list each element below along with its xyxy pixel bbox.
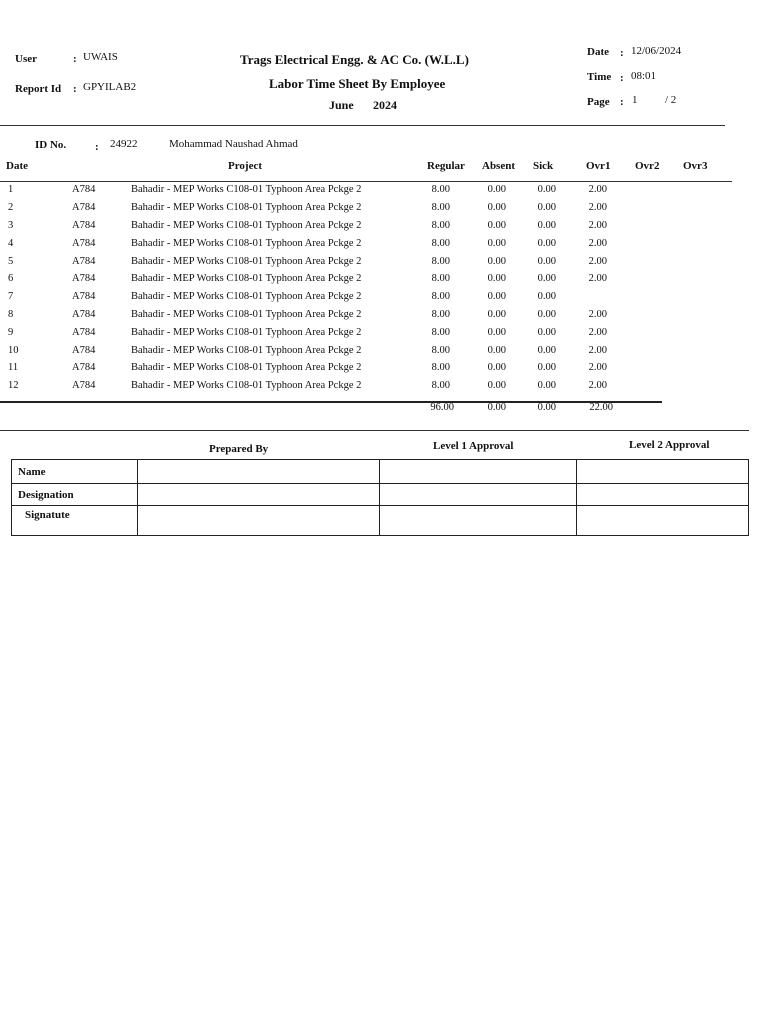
row-absent: 0.00 (487, 362, 506, 373)
row-regular: 8.00 (431, 202, 450, 213)
row-absent: 0.00 (487, 202, 506, 213)
level2-signature-cell (577, 506, 749, 536)
page-current: 1 (632, 94, 638, 106)
level1-designation-cell (379, 484, 577, 506)
row-ovr1: 2.00 (588, 273, 607, 284)
table-row (0, 202, 768, 220)
table-row (0, 380, 768, 398)
row-regular: 8.00 (431, 256, 450, 267)
report-id-separator: : (73, 83, 77, 95)
row-sick: 0.00 (537, 256, 556, 267)
row-date: 7 (8, 291, 14, 302)
id-value: 24922 (110, 138, 138, 150)
row-regular: 8.00 (431, 273, 450, 284)
prepared-by-signature-cell (137, 506, 379, 536)
total-ovr1: 22.00 (589, 402, 613, 413)
row-date: 3 (8, 220, 14, 231)
row-date: 5 (8, 256, 14, 267)
section-divider (0, 430, 749, 431)
col-date: Date (6, 160, 28, 172)
level2-designation-cell (577, 484, 749, 506)
row-sick: 0.00 (537, 327, 556, 338)
row-regular: 8.00 (431, 345, 450, 356)
page-separator: : (620, 96, 624, 108)
col-ovr2: Ovr2 (635, 160, 660, 172)
table-row (0, 345, 768, 363)
user-value: UWAIS (83, 51, 118, 63)
date-separator: : (620, 47, 624, 59)
table-row (0, 238, 768, 256)
row-project: Bahadir - MEP Works C108-01 Typhoon Area Pckge 2 (131, 273, 362, 284)
row-absent: 0.00 (487, 238, 506, 249)
row-sick: 0.00 (537, 202, 556, 213)
row-ovr1: 2.00 (588, 220, 607, 231)
row-sick: 0.00 (537, 309, 556, 320)
row-project-code: A784 (72, 273, 96, 284)
row-project: Bahadir - MEP Works C108-01 Typhoon Area Pckge 2 (131, 327, 362, 338)
table-row (0, 309, 768, 327)
report-month: June (329, 98, 354, 112)
report-year: 2024 (373, 98, 397, 112)
row-regular: 8.00 (431, 362, 450, 373)
col-regular: Regular (427, 160, 465, 172)
user-separator: : (73, 53, 77, 65)
page-total: / 2 (665, 94, 677, 106)
time-label: Time (587, 71, 612, 83)
table-row (0, 256, 768, 274)
row-absent: 0.00 (487, 309, 506, 320)
total-absent: 0.00 (487, 402, 506, 413)
row-absent: 0.00 (487, 256, 506, 267)
row-project-code: A784 (72, 309, 96, 320)
row-project: Bahadir - MEP Works C108-01 Typhoon Area Pckge 2 (131, 380, 362, 391)
table-row (0, 184, 768, 202)
date-label: Date (587, 46, 609, 58)
table-row (0, 327, 768, 345)
row-date: 1 (8, 184, 14, 195)
col-absent: Absent (482, 160, 516, 172)
row-absent: 0.00 (487, 220, 506, 231)
table-row (0, 291, 768, 309)
row-regular: 8.00 (431, 380, 450, 391)
employee-name: Mohammad Naushad Ahmad (169, 138, 298, 150)
level2-approval-heading: Level 2 Approval (629, 439, 710, 451)
col-ovr1: Ovr1 (586, 160, 611, 172)
approval-row-name (12, 460, 749, 484)
row-date: 2 (8, 202, 14, 213)
level1-signature-cell (379, 506, 577, 536)
row-regular: 8.00 (431, 184, 450, 195)
total-regular: 96.00 (430, 402, 454, 413)
date-value: 12/06/2024 (631, 45, 682, 57)
col-sick: Sick (533, 160, 554, 172)
col-project: Project (228, 160, 262, 172)
row-project-code: A784 (72, 238, 96, 249)
table-row (0, 362, 768, 380)
row-project: Bahadir - MEP Works C108-01 Typhoon Area Pckge 2 (131, 184, 362, 195)
row-sick: 0.00 (537, 184, 556, 195)
approval-row-designation (12, 484, 749, 506)
row-project-code: A784 (72, 184, 96, 195)
row-project-code: A784 (72, 327, 96, 338)
row-regular: 8.00 (431, 291, 450, 302)
level1-approval-heading: Level 1 Approval (433, 440, 514, 452)
id-separator: : (95, 141, 99, 153)
row-date: 8 (8, 309, 14, 320)
row-project-code: A784 (72, 220, 96, 231)
row-project: Bahadir - MEP Works C108-01 Typhoon Area Pckge 2 (131, 309, 362, 320)
row-date: 9 (8, 327, 14, 338)
row-regular: 8.00 (431, 238, 450, 249)
page-label: Page (587, 96, 610, 108)
row-project: Bahadir - MEP Works C108-01 Typhoon Area Pckge 2 (131, 202, 362, 213)
approval-table (11, 459, 749, 536)
row-date: 11 (8, 362, 19, 373)
row-absent: 0.00 (487, 184, 506, 195)
prepared-by-designation-cell (137, 484, 379, 506)
row-ovr1: 2.00 (588, 345, 607, 356)
row-ovr1: 2.00 (588, 380, 607, 391)
table-row (0, 220, 768, 238)
level1-name-cell (379, 460, 577, 484)
row-ovr1: 2.00 (588, 362, 607, 373)
row-ovr1: 2.00 (588, 202, 607, 213)
row-project-code: A784 (72, 202, 96, 213)
report-id-label: Report Id (15, 83, 62, 95)
row-project: Bahadir - MEP Works C108-01 Typhoon Area Pckge 2 (131, 345, 362, 356)
row-absent: 0.00 (487, 380, 506, 391)
row-ovr1: 2.00 (588, 256, 607, 267)
row-project-code: A784 (72, 345, 96, 356)
time-separator: : (620, 72, 624, 84)
row-project-code: A784 (72, 256, 96, 267)
row-sick: 0.00 (537, 273, 556, 284)
name-label: Name (12, 460, 138, 484)
row-project: Bahadir - MEP Works C108-01 Typhoon Area Pckge 2 (131, 220, 362, 231)
row-sick: 0.00 (537, 238, 556, 249)
row-date: 12 (8, 380, 19, 391)
total-sick: 0.00 (537, 402, 556, 413)
user-label: User (15, 53, 37, 65)
prepared-by-name-cell (137, 460, 379, 484)
report-id-value: GPYILAB2 (83, 81, 137, 93)
row-date: 4 (8, 238, 14, 249)
row-absent: 0.00 (487, 291, 506, 302)
row-sick: 0.00 (537, 345, 556, 356)
row-project-code: A784 (72, 291, 96, 302)
id-label: ID No. (35, 139, 67, 151)
designation-label: Designation (12, 484, 138, 506)
row-ovr1: 2.00 (588, 238, 607, 249)
row-regular: 8.00 (431, 327, 450, 338)
time-value: 08:01 (631, 70, 657, 82)
header-divider (0, 125, 725, 126)
row-absent: 0.00 (487, 327, 506, 338)
table-row (0, 273, 768, 291)
row-date: 6 (8, 273, 14, 284)
report-title: Labor Time Sheet By Employee (269, 76, 446, 91)
totals-row (0, 402, 768, 420)
signature-label: Signatute (12, 506, 138, 536)
row-ovr1: 2.00 (588, 184, 607, 195)
row-regular: 8.00 (431, 220, 450, 231)
row-project: Bahadir - MEP Works C108-01 Typhoon Area Pckge 2 (131, 291, 362, 302)
row-absent: 0.00 (487, 345, 506, 356)
row-sick: 0.00 (537, 362, 556, 373)
approval-row-signature (12, 506, 749, 536)
row-date: 10 (8, 345, 19, 356)
row-project-code: A784 (72, 380, 96, 391)
row-ovr1: 2.00 (588, 309, 607, 320)
row-sick: 0.00 (537, 291, 556, 302)
column-header-divider (0, 181, 732, 182)
row-regular: 8.00 (431, 309, 450, 320)
prepared-by-heading: Prepared By (209, 443, 269, 455)
row-sick: 0.00 (537, 220, 556, 231)
col-ovr3: Ovr3 (683, 160, 708, 172)
row-sick: 0.00 (537, 380, 556, 391)
level2-name-cell (577, 460, 749, 484)
row-ovr1: 2.00 (588, 327, 607, 338)
row-project: Bahadir - MEP Works C108-01 Typhoon Area Pckge 2 (131, 256, 362, 267)
company-name: Trags Electrical Engg. & AC Co. (W.L.L) (240, 52, 469, 67)
row-project-code: A784 (72, 362, 96, 373)
row-absent: 0.00 (487, 273, 506, 284)
row-project: Bahadir - MEP Works C108-01 Typhoon Area Pckge 2 (131, 238, 362, 249)
row-project: Bahadir - MEP Works C108-01 Typhoon Area Pckge 2 (131, 362, 362, 373)
